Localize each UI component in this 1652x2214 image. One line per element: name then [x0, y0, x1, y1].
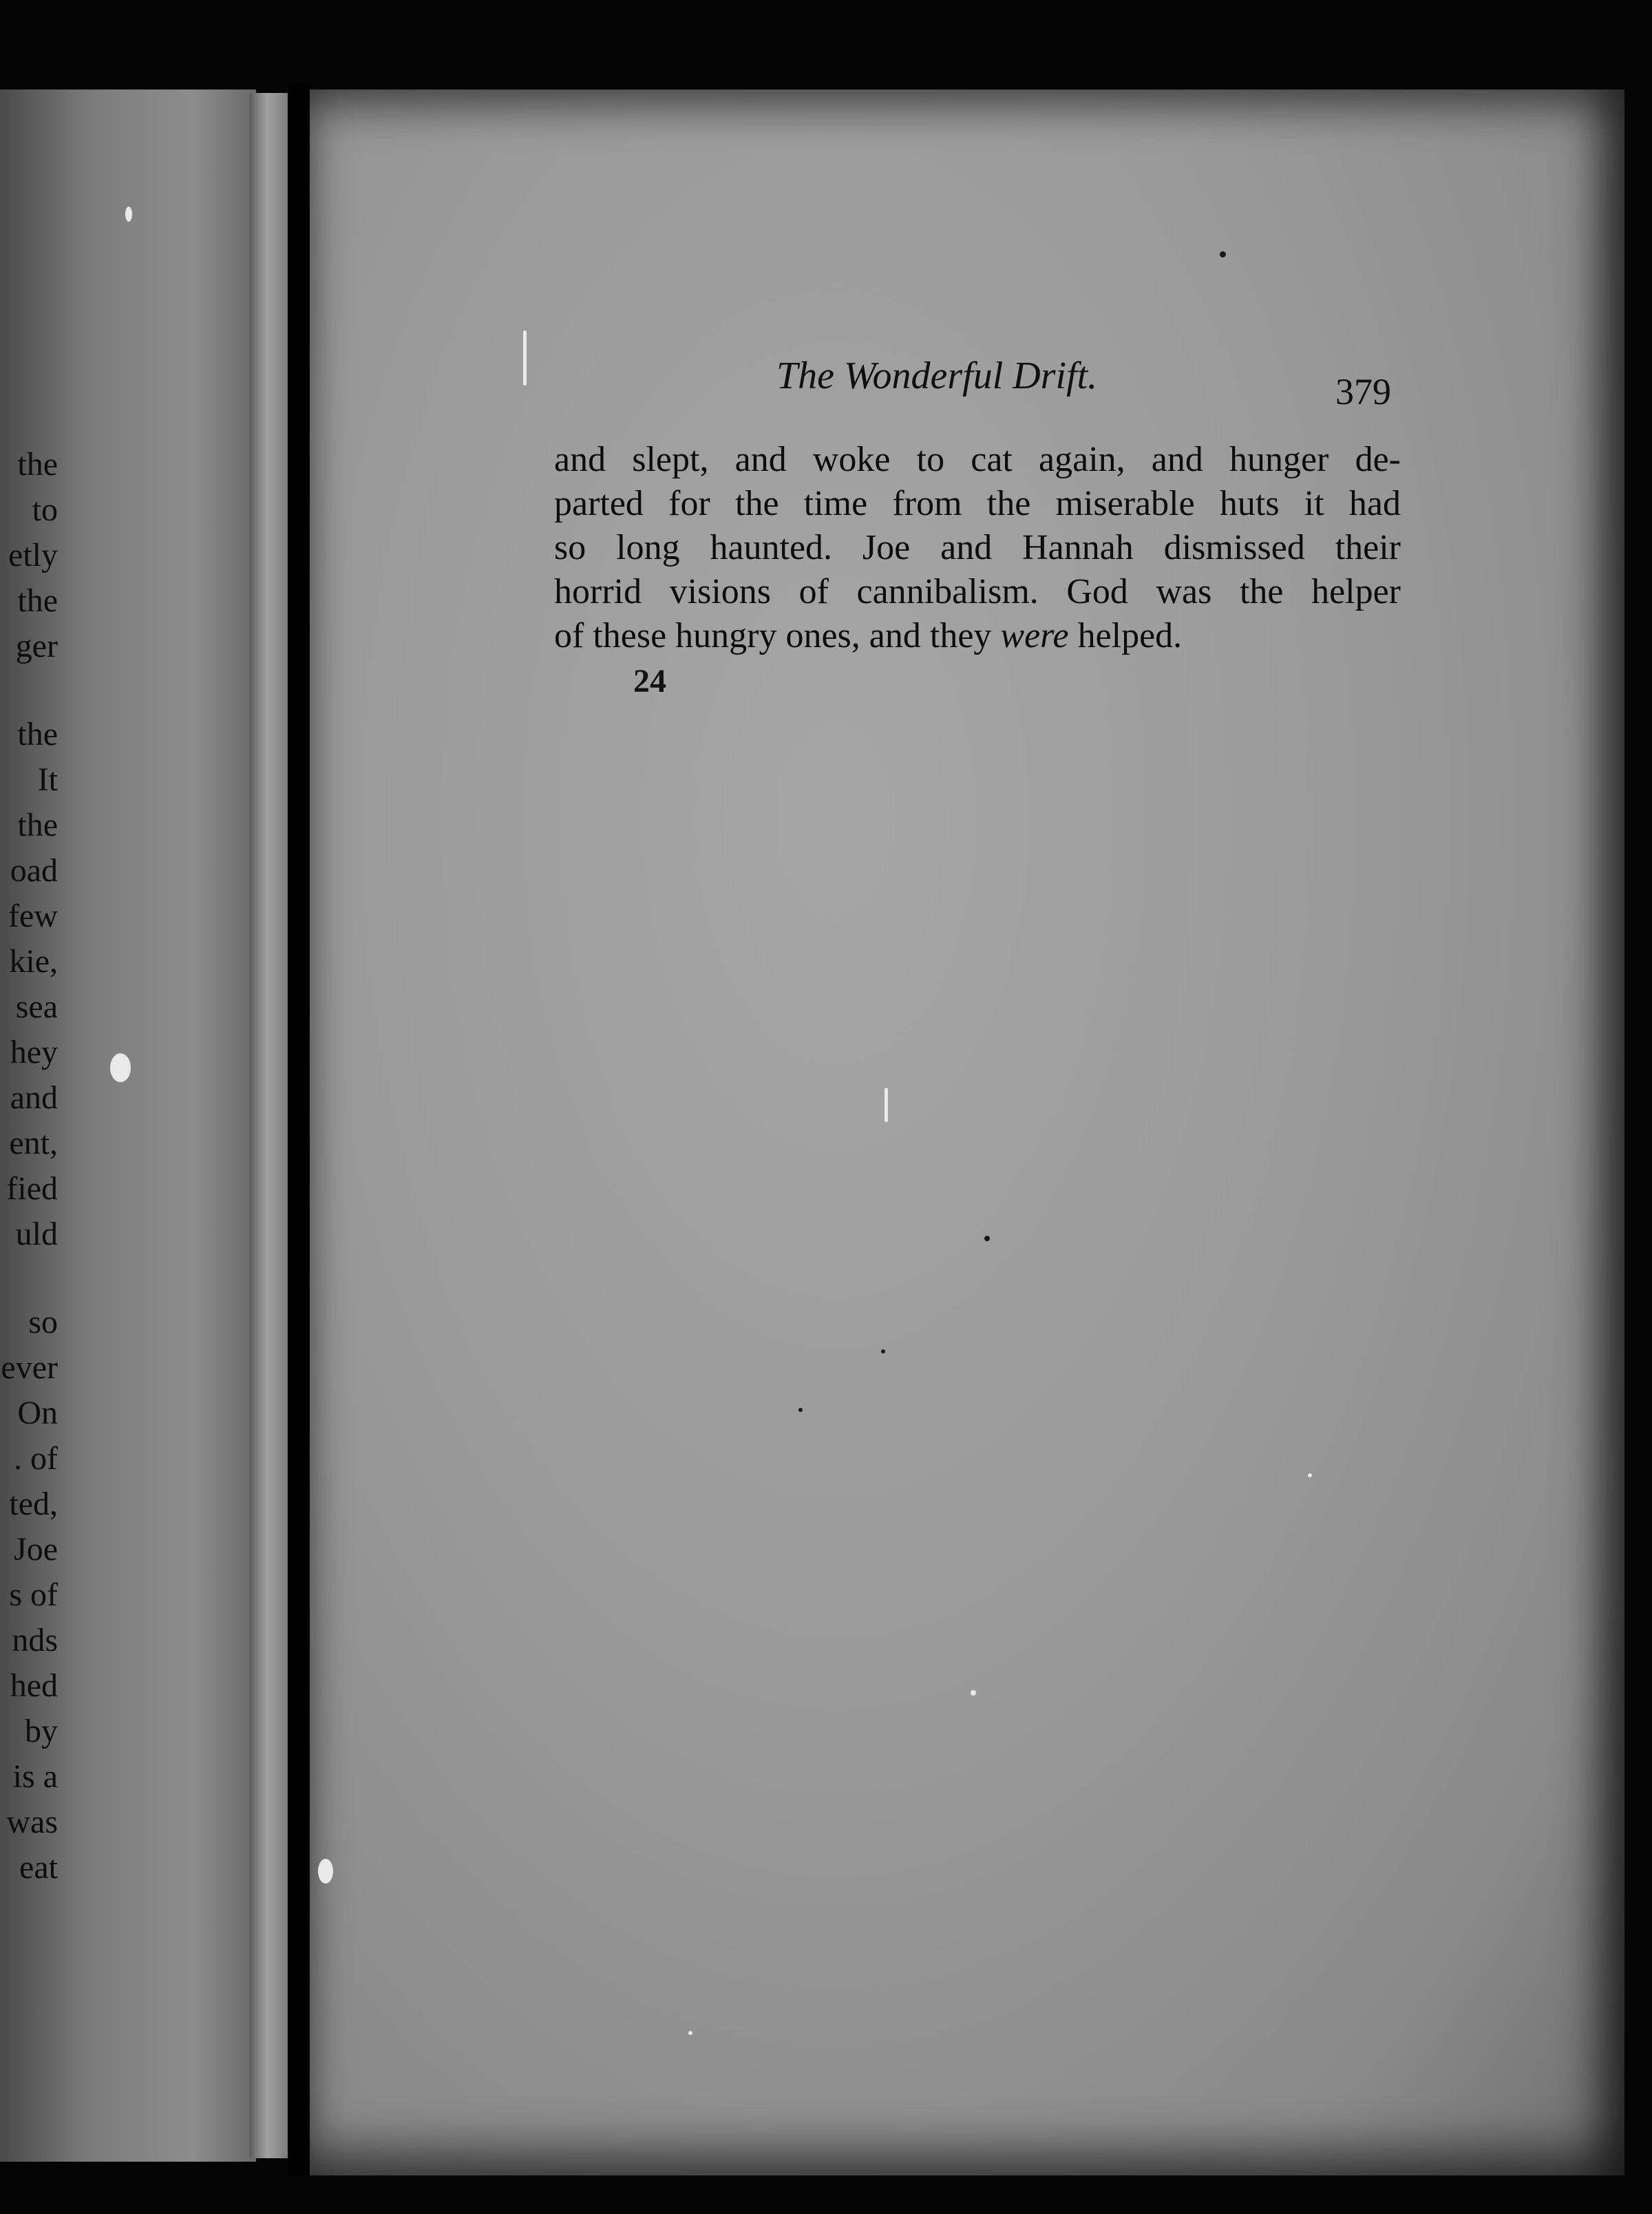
scan-speck: [984, 1236, 990, 1241]
text-line: few: [8, 898, 58, 934]
text-line: It: [37, 761, 58, 798]
scan-speck: [885, 1088, 888, 1122]
text-line: sea: [15, 989, 58, 1025]
text-line: uld: [15, 1216, 58, 1252]
scan-speck: [125, 207, 132, 222]
text-line: ever: [1, 1349, 58, 1386]
text-run: of these hungry ones, and they: [554, 616, 1001, 655]
text-line: and: [10, 1079, 58, 1116]
scan-speck: [523, 330, 527, 386]
text-line: the: [17, 582, 58, 619]
text-line: Joe: [14, 1531, 58, 1568]
text-line: hed: [10, 1667, 58, 1704]
text-line: . of: [14, 1440, 58, 1477]
signature-mark: 24: [633, 663, 666, 699]
running-head: The Wonderful Drift.: [776, 355, 1098, 397]
text-line: etly: [8, 537, 58, 573]
text-line: On: [17, 1395, 58, 1431]
text-line: fied: [6, 1170, 58, 1207]
text-line: to: [32, 492, 58, 528]
text-line: and slept, and woke to cat again, and hunger de-: [554, 440, 1401, 479]
text-line: hey: [10, 1034, 58, 1071]
emphasized-word: were: [1000, 616, 1069, 655]
text-line: nds: [12, 1622, 58, 1658]
scan-speck: [1308, 1473, 1312, 1477]
scan-speck: [1220, 251, 1226, 257]
text-line: ted,: [9, 1486, 58, 1522]
text-line: the: [17, 807, 58, 843]
text-line: the: [17, 446, 58, 483]
scan-speck: [971, 1690, 976, 1696]
text-line: ger: [15, 628, 58, 664]
previous-page-text-fragment: [0, 442, 58, 1890]
scan-speck: [318, 1859, 333, 1884]
text-line-last: [554, 614, 1401, 658]
scan-speck: [881, 1349, 885, 1353]
text-line: by: [25, 1713, 58, 1749]
text-line: the: [17, 716, 58, 752]
text-line: kie,: [9, 943, 58, 980]
book-gutter: [288, 83, 311, 2175]
text-line: so long haunted. Joe and Hannah dismissed their: [554, 528, 1401, 567]
scan-speck: [798, 1408, 803, 1412]
text-line: eat: [19, 1849, 58, 1886]
scan-speck: [110, 1053, 131, 1082]
text-run: helped.: [1068, 616, 1183, 655]
text-line: s of: [9, 1577, 58, 1613]
paragraph-gap: [0, 669, 58, 712]
paragraph-gap: [0, 1257, 58, 1300]
page-fold: [249, 93, 289, 2158]
text-line: parted for the time from the miserable huts it had: [554, 484, 1401, 523]
current-page: [310, 89, 1624, 2175]
text-line: ent,: [9, 1125, 58, 1161]
text-line: so: [28, 1304, 58, 1340]
text-line: horrid visions of cannibalism. God was the helper: [554, 572, 1401, 611]
text-line: is a: [12, 1758, 58, 1795]
text-line: was: [6, 1804, 58, 1840]
page-number: 379: [1335, 371, 1391, 412]
scan-speck: [688, 2031, 692, 2035]
body-paragraph: [554, 438, 1401, 658]
text-line: oad: [10, 852, 58, 889]
